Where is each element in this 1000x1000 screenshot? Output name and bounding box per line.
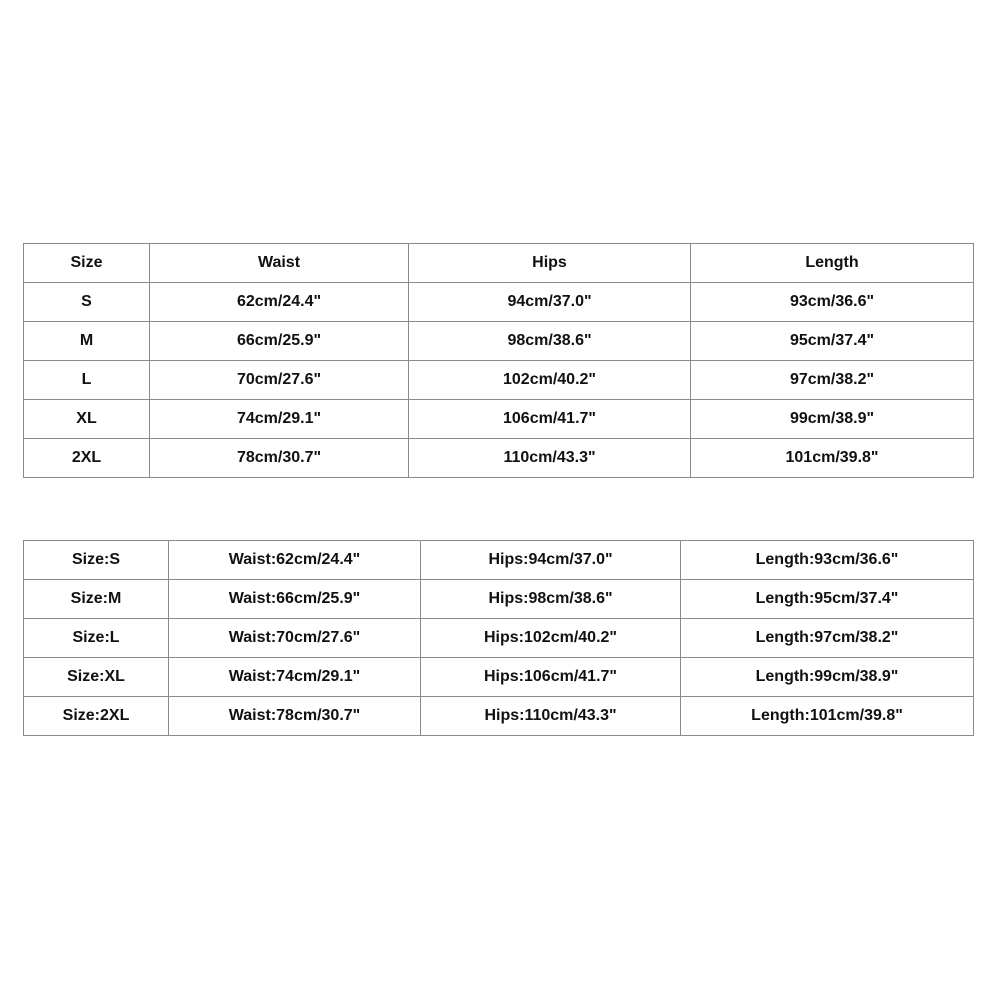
cell-waist: Waist:74cm/29.1" [169, 658, 421, 697]
cell-waist: 70cm/27.6" [150, 361, 409, 400]
table-row [24, 322, 974, 361]
cell-hips: Hips:110cm/43.3" [421, 697, 681, 736]
header-waist: Waist [150, 244, 409, 283]
table-row [24, 400, 974, 439]
table-row [24, 619, 974, 658]
table-row [24, 580, 974, 619]
table-row [24, 658, 974, 697]
cell-length: Length:99cm/38.9" [681, 658, 974, 697]
cell-length: 95cm/37.4" [691, 322, 974, 361]
cell-hips: Hips:94cm/37.0" [421, 541, 681, 580]
cell-waist: Waist:62cm/24.4" [169, 541, 421, 580]
cell-hips: 110cm/43.3" [409, 439, 691, 478]
table-row [24, 361, 974, 400]
cell-size: M [24, 322, 150, 361]
size-chart-table [23, 243, 974, 478]
cell-size: S [24, 283, 150, 322]
cell-hips: Hips:102cm/40.2" [421, 619, 681, 658]
cell-hips: 98cm/38.6" [409, 322, 691, 361]
header-size: Size [24, 244, 150, 283]
cell-size: Size:L [24, 619, 169, 658]
cell-length: Length:93cm/36.6" [681, 541, 974, 580]
table-row [24, 541, 974, 580]
cell-waist: 66cm/25.9" [150, 322, 409, 361]
cell-length: 101cm/39.8" [691, 439, 974, 478]
cell-length: Length:101cm/39.8" [681, 697, 974, 736]
cell-hips: Hips:98cm/38.6" [421, 580, 681, 619]
cell-hips: Hips:106cm/41.7" [421, 658, 681, 697]
cell-size: L [24, 361, 150, 400]
cell-hips: 94cm/37.0" [409, 283, 691, 322]
cell-size: Size:2XL [24, 697, 169, 736]
table-row [24, 283, 974, 322]
header-length: Length [691, 244, 974, 283]
cell-length: 93cm/36.6" [691, 283, 974, 322]
cell-size: XL [24, 400, 150, 439]
table-row [24, 439, 974, 478]
size-detail-table [23, 540, 974, 736]
cell-length: Length:97cm/38.2" [681, 619, 974, 658]
table-row [24, 697, 974, 736]
cell-size: 2XL [24, 439, 150, 478]
cell-waist: Waist:66cm/25.9" [169, 580, 421, 619]
cell-hips: 102cm/40.2" [409, 361, 691, 400]
cell-waist: Waist:70cm/27.6" [169, 619, 421, 658]
cell-hips: 106cm/41.7" [409, 400, 691, 439]
cell-waist: 62cm/24.4" [150, 283, 409, 322]
cell-size: Size:M [24, 580, 169, 619]
header-hips: Hips [409, 244, 691, 283]
cell-size: Size:XL [24, 658, 169, 697]
cell-waist: 78cm/30.7" [150, 439, 409, 478]
cell-waist: 74cm/29.1" [150, 400, 409, 439]
table-header-row [24, 244, 974, 283]
cell-size: Size:S [24, 541, 169, 580]
cell-length: 97cm/38.2" [691, 361, 974, 400]
cell-length: 99cm/38.9" [691, 400, 974, 439]
cell-length: Length:95cm/37.4" [681, 580, 974, 619]
cell-waist: Waist:78cm/30.7" [169, 697, 421, 736]
